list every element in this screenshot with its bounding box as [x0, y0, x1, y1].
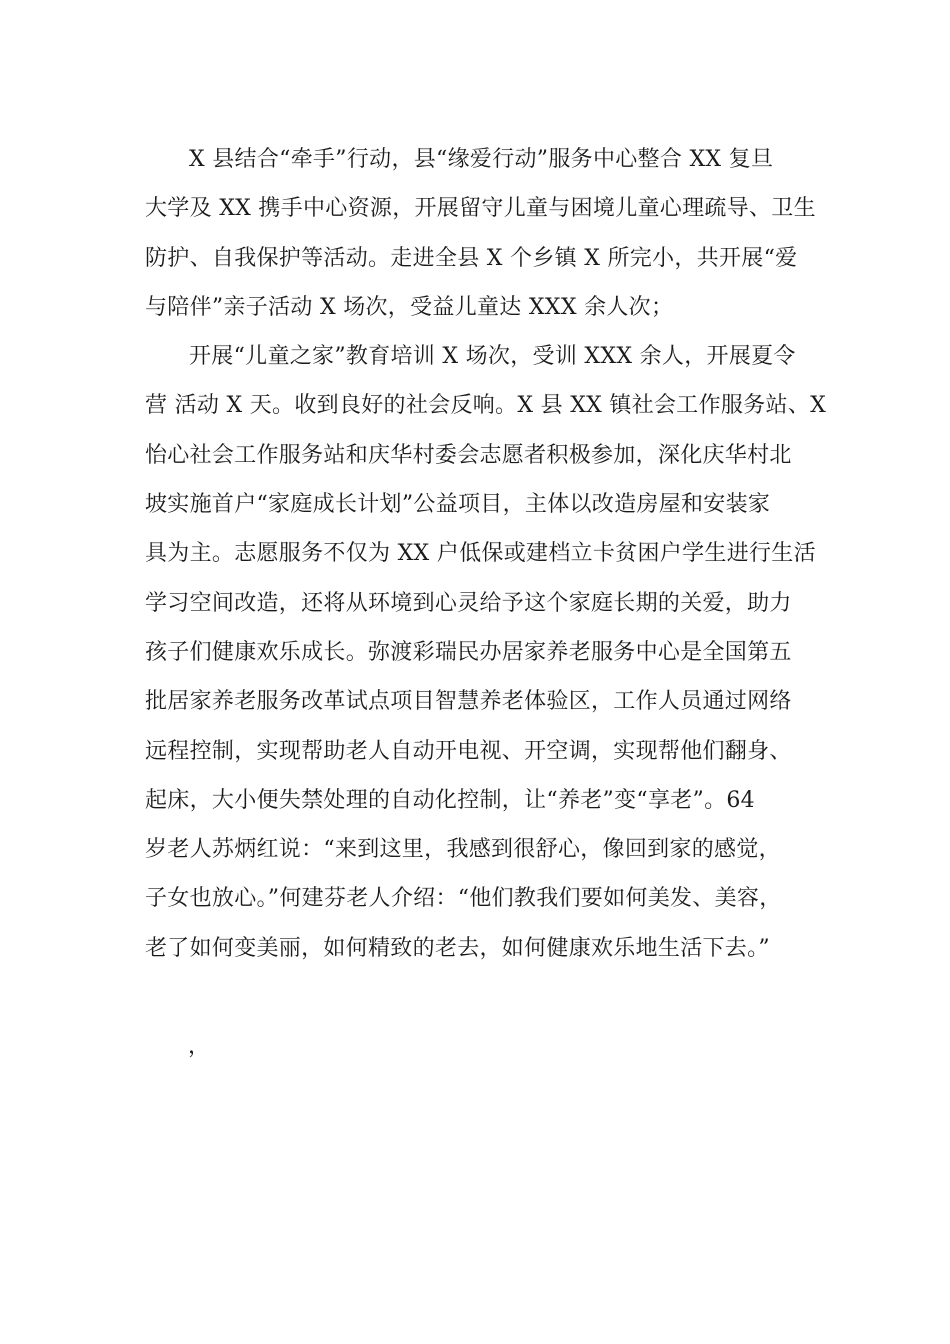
paragraph-2-line-1: 开展“儿童之家”教育培训 X 场次，受训 XXX 余人，开展夏令 [189, 344, 796, 370]
paragraph-1-line-1: X 县结合“牵手”行动，县“缘爱行动”服务中心整合 XX 复旦 [189, 147, 774, 172]
paragraph-2-line-4: 坡实施首户“家庭成长计划”公益项目，主体以改造房屋和安装家 [145, 492, 771, 518]
paragraph-2-line-2: 营 活动 X 天。收到良好的社会反响。X 县 XX 镇社会工作服务站、X [145, 393, 827, 419]
paragraph-2-line-5: 具为主。志愿服务不仅为 XX 户低保或建档立卡贫困户学生进行生活 [145, 541, 816, 567]
stray-punctuation-mark: ， [188, 1034, 211, 1059]
paragraph-1-line-2: 大学及 XX 携手中心资源，开展留守儿童与困境儿童心理疏导、卫生 [145, 196, 816, 222]
paragraph-2-line-7: 孩子们健康欢乐成长。弥渡彩瑞民办居家养老服务中心是全国第五 [145, 639, 792, 665]
paragraph-2-line-9: 远程控制，实现帮助老人自动开电视、开空调，实现帮他们翻身、 [145, 738, 792, 764]
paragraph-2-line-11: 岁老人苏炳红说：“来到这里，我感到很舒心，像回到家的感觉， [145, 837, 781, 863]
paragraph-2-line-3: 怡心社会工作服务站和庆华村委会志愿者积极参加，深化庆华村北 [145, 442, 792, 468]
paragraph-2-line-10: 起床，大小便失禁处理的自动化控制，让“养老”变“享老”。64 [145, 787, 755, 813]
paragraph-2-line-13: 老了如何变美丽，如何精致的老去，如何健康欢乐地生活下去。” [145, 935, 770, 961]
paragraph-2-line-6: 学习空间改造，还将从环境到心灵给予这个家庭长期的关爱，助力 [145, 590, 792, 616]
paragraph-1-line-4: 与陪伴”亲子活动 X 场次，受益儿童达 XXX 余人次； [145, 294, 674, 320]
paragraph-2-line-8: 批居家养老服务改革试点项目智慧养老体验区，工作人员通过网络 [145, 689, 792, 715]
paragraph-1-line-3: 防护、自我保护等活动。走进全县 X 个乡镇 X 所完小，共开展“爱 [145, 245, 798, 271]
body-text [145, 135, 825, 973]
paragraph-2-line-12: 子女也放心。”何建芬老人介绍：“他们教我们要如何美发、美容， [145, 886, 782, 912]
